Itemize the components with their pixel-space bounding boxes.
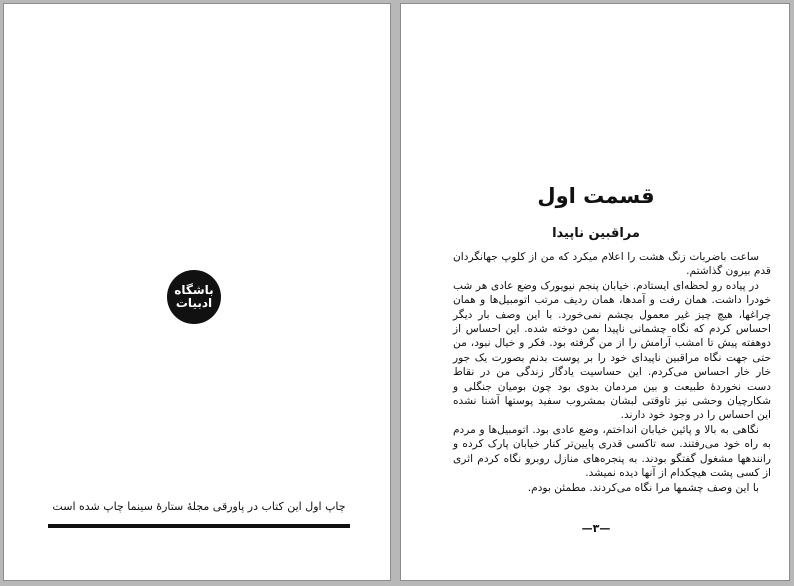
logo-text-line2: ادبیات	[175, 296, 213, 310]
right-page	[400, 3, 790, 581]
page-number: —٣—	[581, 522, 611, 535]
divider	[48, 524, 350, 528]
chapter-title: قسمت اول	[537, 184, 655, 208]
print-note: چاپ اول این کتاب در پاورقی مجلهٔ ستارهٔ سینما چاپ شده است	[52, 500, 346, 513]
section-title: مراقبین ناپیدا	[552, 226, 640, 241]
paragraph: ساعت باضربات زنگ هشت را اعلام میکرد که من از کلوپ جهانگردان قدم بیرون گذاشتم.	[453, 251, 771, 278]
logo-text-line1: باشگاه	[174, 283, 214, 298]
body-text	[453, 250, 771, 495]
left-page	[3, 3, 391, 581]
paragraph: با این وصف چشمها مرا نگاه می‌کردند. مطمئن بودم.	[527, 481, 759, 494]
publisher-logo	[167, 270, 221, 324]
paragraph: نگاهی به بالا و پائین خیابان انداختم، وضع عادی بود. اتومبیل‌ها و مردم به راه خود می‌رفتند. سه تاکسی قدری پایین‌تر کنار خیابان پارک کرده و رانندهها مشغول گفتگو بودند. به پنجره‌های منازل روبرو نگاه کردم اثری از کسی پشت هیچکدام از آنها دیده نمیشد.	[453, 423, 771, 480]
paragraph: در پیاده رو لحظه‌ای ایستادم. خیابان پنجم نیویورک وضع عادی هر شب خودرا داشت. همان رفت و آمدها، همان ردیف مرتب اتومبیل‌ها و همان چراغها، هیچ چیز غیر معمول بچشم نمی‌خورد. با این وصف بار دیگر احساس کردم که نگاه چشمانی ناپیدا بمن دوخته شده. این احساس از دوهفته پیش تا امشب آرامش را از من گرفته بود. فکر و خیال نبود، من حتی جهت نگاه مراقبین ناپیدای خود را بر پوست بدنم بصورت یک جور خار خار احساس می‌کردم. این حساسیت یادگار زندگی من در نقاط دست نخوردهٔ طبیعت و بین مردمان بدوی بود چون بومیان جنگلی و شکارچیان وحشی نیز تاوقتی لبشان بمشروب سفید پوستها آشنا نشده این احساس را در وجود خود دارند.	[453, 279, 771, 422]
